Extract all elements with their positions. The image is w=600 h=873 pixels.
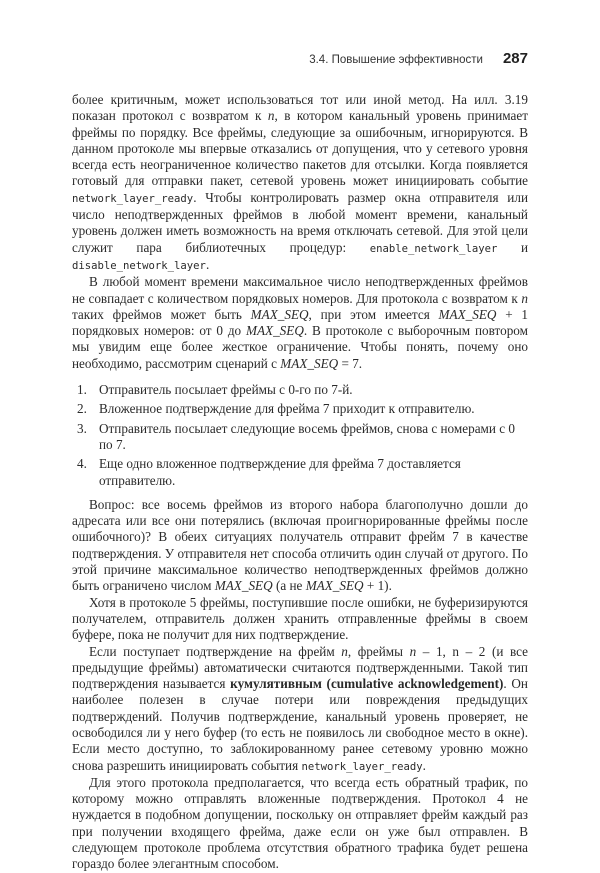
text: + 1). bbox=[363, 578, 392, 594]
bold-term: кумулятивным (cumulative acknowledgement) bbox=[230, 676, 504, 692]
italic-var: MAX_SEQ bbox=[280, 355, 339, 371]
page-number: 287 bbox=[502, 50, 528, 67]
text: Если поступает подтверждение на фрейм bbox=[89, 643, 342, 659]
text: = 7. bbox=[338, 355, 363, 371]
italic-var: n bbox=[267, 108, 275, 124]
paragraph-1 bbox=[72, 92, 528, 274]
list-number: 3. bbox=[77, 420, 87, 436]
paragraph-6: Для этого протокола предполагается, что всегда есть обратный трафик, по которому можно отправлять вложенные подтверждения. Протокол 4 не нуждается в подобном допущении, поскольку он отправляет фрейм каждый раз при получении входящего фрейма, даже если он уже был отправлен. В следующем протоколе проблема отсутствия обратного трафика будет решена гораздо более элегантным способом. bbox=[72, 774, 528, 872]
code-term: disable_network_layer bbox=[72, 259, 206, 272]
scenario-list bbox=[72, 382, 528, 489]
list-item bbox=[72, 382, 528, 398]
text: В любой момент времени максимальное число неподтвержденных фреймов не совпадает с количеством порядковых номеров. Для протокола с возвратом к bbox=[72, 274, 528, 306]
list-number: 1. bbox=[77, 382, 87, 398]
text: , фреймы bbox=[347, 643, 410, 659]
italic-var: n bbox=[409, 643, 417, 659]
text: . Он наиболее полезен в случае потери или повреждения предыдущих подтверждений. Получив подтверждение, канальный уровень проверяет, не освободился ли у него буфер (то есть не появилось ли свободное место в окне). Если место доступно, то заблокированному ранее сетевому уровню можно снова разрешить инициировать события bbox=[72, 676, 528, 773]
list-number: 4. bbox=[77, 456, 87, 472]
body-text bbox=[72, 92, 528, 873]
text: n bbox=[452, 643, 460, 659]
italic-var: n bbox=[521, 290, 528, 306]
text: – 2 (и все предыдущие фреймы) автоматически считаются подтвержденными. Такой тип подтверждения называется bbox=[72, 643, 528, 692]
italic-var: MAX_SEQ bbox=[250, 306, 309, 322]
text: таких фреймов может быть bbox=[72, 306, 251, 322]
list-text: Отправитель посылает следующие восемь фреймов, снова с номерами с 0 по 7. bbox=[99, 420, 515, 452]
paragraph-3 bbox=[72, 497, 528, 595]
text: и bbox=[497, 239, 528, 255]
text: более критичным, может использоваться тот или иной метод. На илл. 3.19 показан протокол с возвратом к bbox=[72, 92, 528, 124]
text: , при этом имеется bbox=[308, 306, 439, 322]
code-term: network_layer_ready bbox=[301, 760, 423, 773]
list-number: 2. bbox=[77, 401, 87, 417]
list-text: Отправитель посылает фреймы с 0-го по 7-й. bbox=[99, 382, 353, 398]
running-header bbox=[72, 50, 528, 67]
list-text: Еще одно вложенное подтверждение для фрейма 7 доставляется отправителю. bbox=[99, 456, 461, 488]
italic-var: MAX_SEQ bbox=[438, 306, 497, 322]
section-title: 3.4. Повышение эффективности bbox=[309, 54, 483, 66]
text: . В протоколе с выборочным повтором мы увидим еще более жесткое ограничение. Чтобы понять, почему оно необходимо, рассмотрим сценарий с bbox=[72, 323, 528, 371]
italic-var: n bbox=[341, 643, 348, 659]
text: Вопрос: все восемь фреймов из второго набора благополучно дошли до адресата или все они потерялись (включая проигнорированные фреймы после ошибочного)? В обеих ситуациях получатель отправит фрейм 7 в качестве подтверждения. У отправителя нет способа отличить один случай от другого. По этой причине максимальное количество неподтвержденных фреймов должно быть ограничено числом bbox=[72, 496, 528, 594]
code-term: enable_network_layer bbox=[369, 242, 498, 255]
list-item bbox=[72, 421, 528, 454]
code-term: network_layer_ready bbox=[72, 192, 194, 205]
paragraph-5 bbox=[72, 644, 528, 775]
text: – 1, bbox=[416, 643, 453, 659]
list-item bbox=[72, 456, 528, 489]
list-item bbox=[72, 401, 528, 417]
text: . bbox=[422, 757, 426, 773]
list-text: Вложенное подтверждение для фрейма 7 приходит к отправителю. bbox=[99, 401, 475, 417]
text: . bbox=[205, 256, 210, 272]
text: , в котором канальный уровень принимает фреймы по порядку. Все фреймы, следующие за ошибочным, игнорируются. В данном протоколе мы впервые отказались от допущения, что у сетевого уровня всегда есть неограниченное количество пакетов для отсылки. Когда появляется готовый для отправки пакет, сетевой уровень может инициировать событие bbox=[72, 108, 528, 189]
text: (а не bbox=[272, 578, 306, 594]
paragraph-4: Хотя в протоколе 5 фреймы, поступившие после ошибки, не буферизируются получателем, отправитель должен хранить отправленные фреймы в своем буфере, пока не получит для них подтверждение. bbox=[72, 594, 528, 643]
paragraph-2 bbox=[72, 274, 528, 372]
italic-var: MAX_SEQ bbox=[305, 578, 364, 594]
italic-var: MAX_SEQ bbox=[214, 578, 273, 594]
italic-var: MAX_SEQ bbox=[245, 323, 304, 339]
text: . Чтобы контролировать размер окна отправителя или число неподтвержденных фреймов в любой момент времени, канальный уровень должен иметь возможность на время отключать сетевой. Для этой цели служит пара библиотечных процедур: bbox=[72, 189, 528, 255]
text: + 1 порядковых номеров: от 0 до bbox=[72, 306, 529, 339]
